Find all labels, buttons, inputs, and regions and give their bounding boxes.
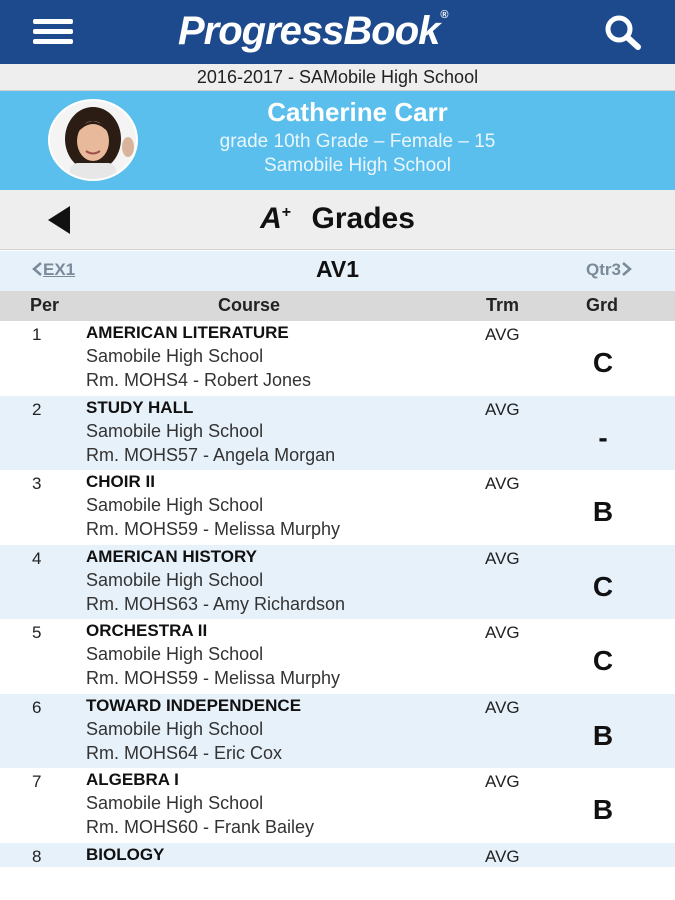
table-row[interactable] (0, 694, 675, 769)
logo-text: ProgressBook (178, 9, 440, 53)
row-grade: C (592, 347, 614, 378)
row-term: AVG (485, 697, 520, 717)
row-school: Samobile High School (86, 346, 264, 366)
row-period: 6 (32, 697, 42, 717)
row-course-name: AMERICAN HISTORY (86, 546, 257, 566)
student-grade-gender-age: grade 10th Grade – Female – 15 (219, 131, 496, 152)
row-school: Samobile High School (86, 569, 264, 590)
menu-icon-bar-1 (33, 19, 73, 24)
next-period-label: Qtr3 (586, 260, 621, 279)
row-grade: C (592, 645, 614, 676)
row-grade: B (592, 794, 614, 825)
table-row[interactable] (0, 396, 675, 471)
search-button[interactable] (600, 12, 646, 52)
grades-icon (260, 202, 291, 236)
grades-table-body (0, 321, 675, 867)
col-header-per: Per (30, 295, 60, 315)
grading-period-nav (0, 251, 675, 291)
table-row[interactable] (0, 843, 675, 867)
row-room-teacher: Rm. MOHS63 - Amy Richardson (86, 593, 346, 614)
page-header (0, 190, 675, 250)
page-title-wrap (0, 202, 675, 236)
search-icon (600, 12, 646, 52)
student-school: Samobile High School (264, 155, 451, 176)
row-room-teacher: Rm. MOHS57 - Angela Morgan (86, 444, 336, 465)
grades-icon-letter: A (260, 202, 282, 235)
menu-button[interactable] (30, 14, 76, 50)
app-logo (178, 9, 448, 55)
row-term: AVG (485, 548, 520, 568)
table-row[interactable] (0, 545, 675, 620)
row-room-teacher: Rm. MOHS4 - Robert Jones (86, 370, 312, 390)
table-row[interactable] (0, 321, 675, 396)
col-header-grd: Grd (586, 295, 619, 315)
row-period: 5 (32, 623, 42, 642)
page-title: Grades (311, 202, 415, 235)
grades-icon-plus: + (281, 204, 292, 221)
next-period-link[interactable] (586, 260, 632, 280)
col-header-course: Course (218, 295, 281, 315)
row-term: AVG (485, 623, 520, 642)
student-card (0, 91, 675, 190)
student-name: Catherine Carr (267, 97, 448, 127)
menu-icon-bar-2 (33, 29, 73, 34)
row-course-name: BIOLOGY (86, 844, 165, 864)
row-grade: B (592, 719, 614, 751)
row-period: 2 (32, 399, 42, 419)
row-course-name: STUDY HALL (86, 397, 194, 417)
row-term: AVG (485, 846, 520, 866)
row-school: Samobile High School (86, 793, 264, 813)
logo-trademark: ® (440, 9, 448, 21)
row-room-teacher: Rm. MOHS60 - Frank Bailey (86, 817, 315, 837)
row-school: Samobile High School (86, 644, 264, 664)
row-course-name: TOWARD INDEPENDENCE (86, 695, 302, 715)
top-app-bar (0, 0, 675, 64)
row-course-name: AMERICAN LITERATURE (86, 323, 289, 342)
row-period: 1 (32, 325, 42, 344)
row-room-teacher: Rm. MOHS64 - Eric Cox (86, 742, 283, 763)
row-term: AVG (485, 325, 520, 344)
col-header-trm: Trm (486, 295, 520, 315)
row-grade: C (592, 570, 614, 602)
table-row[interactable] (0, 768, 675, 843)
row-grade: B (592, 496, 614, 527)
previous-period-label: EX1 (43, 260, 76, 279)
row-term: AVG (485, 772, 520, 791)
row-period: 4 (32, 548, 42, 568)
row-school: Samobile High School (86, 718, 264, 739)
row-course-name: ALGEBRA I (86, 770, 179, 789)
chevron-right-icon (621, 262, 632, 276)
table-row[interactable] (0, 470, 675, 545)
current-period: AV1 (315, 256, 360, 282)
row-period: 7 (32, 772, 42, 791)
row-period: 3 (32, 474, 42, 493)
table-row[interactable] (0, 619, 675, 694)
row-school: Samobile High School (86, 420, 264, 441)
grades-table-header (0, 291, 675, 321)
school-year-bar: 2016-2017 - SAMobile High School (0, 64, 675, 91)
row-grade: - (598, 421, 608, 453)
row-period: 8 (32, 846, 42, 866)
row-course-name: ORCHESTRA II (86, 621, 208, 640)
row-term: AVG (485, 399, 520, 419)
row-term: AVG (485, 474, 520, 493)
row-room-teacher: Rm. MOHS59 - Melissa Murphy (86, 668, 341, 688)
row-course-name: CHOIR II (86, 472, 155, 491)
row-school: Samobile High School (86, 495, 264, 515)
menu-icon-bar-3 (33, 39, 73, 44)
row-room-teacher: Rm. MOHS59 - Melissa Murphy (86, 519, 341, 539)
